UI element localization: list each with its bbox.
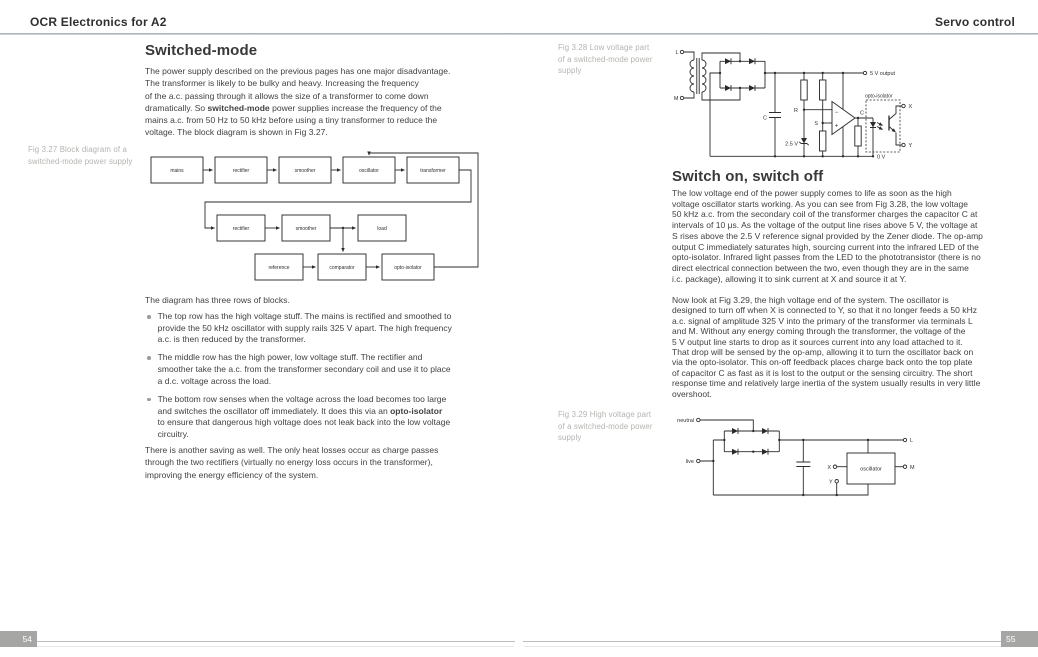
bullet-list [145,311,505,447]
page-edge-left [8,646,514,647]
terminal-label-l: L [675,50,679,57]
label-capacitor-c: C [763,115,767,122]
list-item [145,394,505,441]
diode [732,449,738,455]
label-zener-voltage: 2.5 V [785,141,798,148]
terminal-label-live: live [685,459,694,466]
terminal-label-m: M [673,96,679,103]
diode [749,85,755,91]
resistor [820,80,826,100]
figure-caption-329: Fig 3.29 High voltage part of a switched-mode power supply [558,410,653,442]
circuit-diagram-fig328 [670,38,920,166]
label-5v-output: 5 V output [870,71,896,78]
block-label-comparator: comparator [329,265,355,271]
block-label-load: load [377,226,387,232]
block-label-rectifier-2: rectifier [232,226,250,232]
resistor [855,126,861,146]
book-title: OCR Electronics for A2 [30,15,167,29]
block-label-mains: mains [170,168,184,174]
led [870,118,883,156]
terminal-label-x: X [827,464,831,471]
diode [732,428,738,434]
figure-caption-327: Fig 3.27 Block diagram of a switched-mode power supply [28,145,133,166]
bullet-text: The bottom row senses when the voltage across the load becomes too large and switches the oscillator off immediately. It does this via an opto-isolator to ensure that dangerous high voltage does not leak back into the low voltage circuitry. [157,393,451,439]
paragraph-high-voltage: Now look at Fig 3.29, the high voltage end of the system. The oscillator is designed to turn off when X is connected to Y, so that it no longer feeds a 50 kHz a.c. signal of amplitude 325 V into the primary of the transformer via terminals L and M. Without any energy coming through the transformer, the voltage of the 5 V output line starts to drop as it sources current into any load attached to it. That drop will be sensed by the op-amp, allowing it to turn the oscillator back on via the opto-isolator. This on-off feedback places charge back onto the top plate of capacitor C as fast as it is lost to the output or the sensing circuitry. The short response time and relatively large inertia of the system usually results in very little overshoot. [672,295,981,399]
capacitor-c [769,73,781,156]
figure-caption-328: Fig 3.28 Low voltage part of a switched-mode power supply [558,43,653,75]
label-node-r: R [794,108,798,114]
diode [762,428,768,434]
label-output-c: C [860,110,864,117]
terminal-label-m: M [910,464,915,471]
op-amp-noninverting-input: + [834,123,839,130]
opto-isolator-box [866,100,900,152]
bullet-icon [147,356,151,360]
list-item [145,352,505,387]
chapter-title: Servo control [935,15,1015,29]
op-amp [832,102,855,135]
bullet-text: The top row has the high voltage stuff. The mains is rectified and smoothed to provide the 50 kHz oscillator with supply rails 325 V apart. The high frequency a.c. is then reduced by the transformer. [157,311,452,345]
bridge-rectifier [724,431,779,452]
rows-intro-text: The diagram has three rows of blocks. [145,295,290,305]
paragraph-low-voltage: The low voltage end of the power supply comes to life as soon as the high voltage oscillator starts working. As you can see from Fig 3.28, the low voltage 50 kHz a.c. from the secondary coil of the transformer charges the capacitor C at intervals of 10 μs. As the voltage of the output line rises above 5 V, the voltage at S rises above the 2.5 V reference signal provided by the Zener diode. The op-amp output C immediately saturates high, sourcing current into the infrared LED of the opto-isolator. Infrared light passes from the LED to the phototransistor (there is no direct electrical connection between the two, even though they are in the same i.c. package), allowing it to sink current at X and source it at Y. [672,188,983,284]
rail-bottom [713,484,868,495]
footer-rule-left [37,641,515,642]
closing-paragraph: There is another saving as well. The only heat losses occur as charge passes through the two rectifiers (virtually no energy loss occurs in the transformer), improving the energy efficiency of the system. [145,445,439,480]
block-label-rectifier-1: rectifier [232,168,250,174]
terminal-label-x: X [908,104,913,111]
page-number-left: 54 [0,631,37,647]
capacitor [796,440,810,495]
block-diagram-fig327 [145,150,485,290]
resistor [801,80,807,100]
diode [725,58,731,64]
intro-paragraph: The power supply described on the previous pages has one major disadvantage. The transformer is likely to be bulky and heavy. Increasing the frequency of the a.c. passing through it allows the size of a transformer to come down dramatically. So switched-mode power supplies increase the frequency of the mains a.c. from 50 Hz to 50 kHz before using a tiny transformer to reduce the voltage. The block diagram is shown in Fig 3.27. [145,66,451,138]
block-label-oscillator: oscillator [359,168,379,174]
bullet-icon [147,398,151,402]
page-edge-right [524,646,1030,647]
bullet-icon [147,315,151,319]
label-node-s: S [814,121,818,128]
transformer-secondary-coil [702,60,706,92]
page-number-right: 55 [1001,631,1038,647]
label-oscillator: oscillator [860,466,882,473]
bullet-text: The middle row has the high power, low voltage stuff. The rectifier and smoother take the a.c. from the transformer secondary coil and use it to place a d.c. voltage across the load. [157,352,451,386]
section-heading-switched-mode: Switched-mode [145,42,258,59]
label-opto-isolator: opto-isolator [865,93,893,100]
terminal-label-l: L [910,438,914,445]
block-label-transformer: transformer [420,168,446,174]
list-item [145,311,505,346]
circuit-diagram-fig329 [650,403,940,518]
bridge-rectifier [720,61,765,88]
terminal-label-neutral: neutral [677,418,694,425]
diode [725,85,731,91]
block-label-opto-isolator: opto-isolator [394,265,422,271]
diode [749,58,755,64]
block-label-reference: reference [268,265,290,271]
op-amp-inverting-input: − [834,109,839,116]
label-0v: 0 V [877,154,886,161]
terminal-label-y: Y [829,479,833,486]
header-rule [0,33,1038,35]
transformer-core [697,58,699,94]
resistor [820,131,826,151]
section-heading-switch-on-off: Switch on, switch off [672,168,824,185]
block-label-smoother-1: smoother [294,168,316,174]
terminal-label-y: Y [908,143,913,150]
block-label-smoother-2: smoother [295,226,317,232]
transformer-primary-coil [690,60,694,92]
footer-rule-right [523,641,1001,642]
diode [762,449,768,455]
